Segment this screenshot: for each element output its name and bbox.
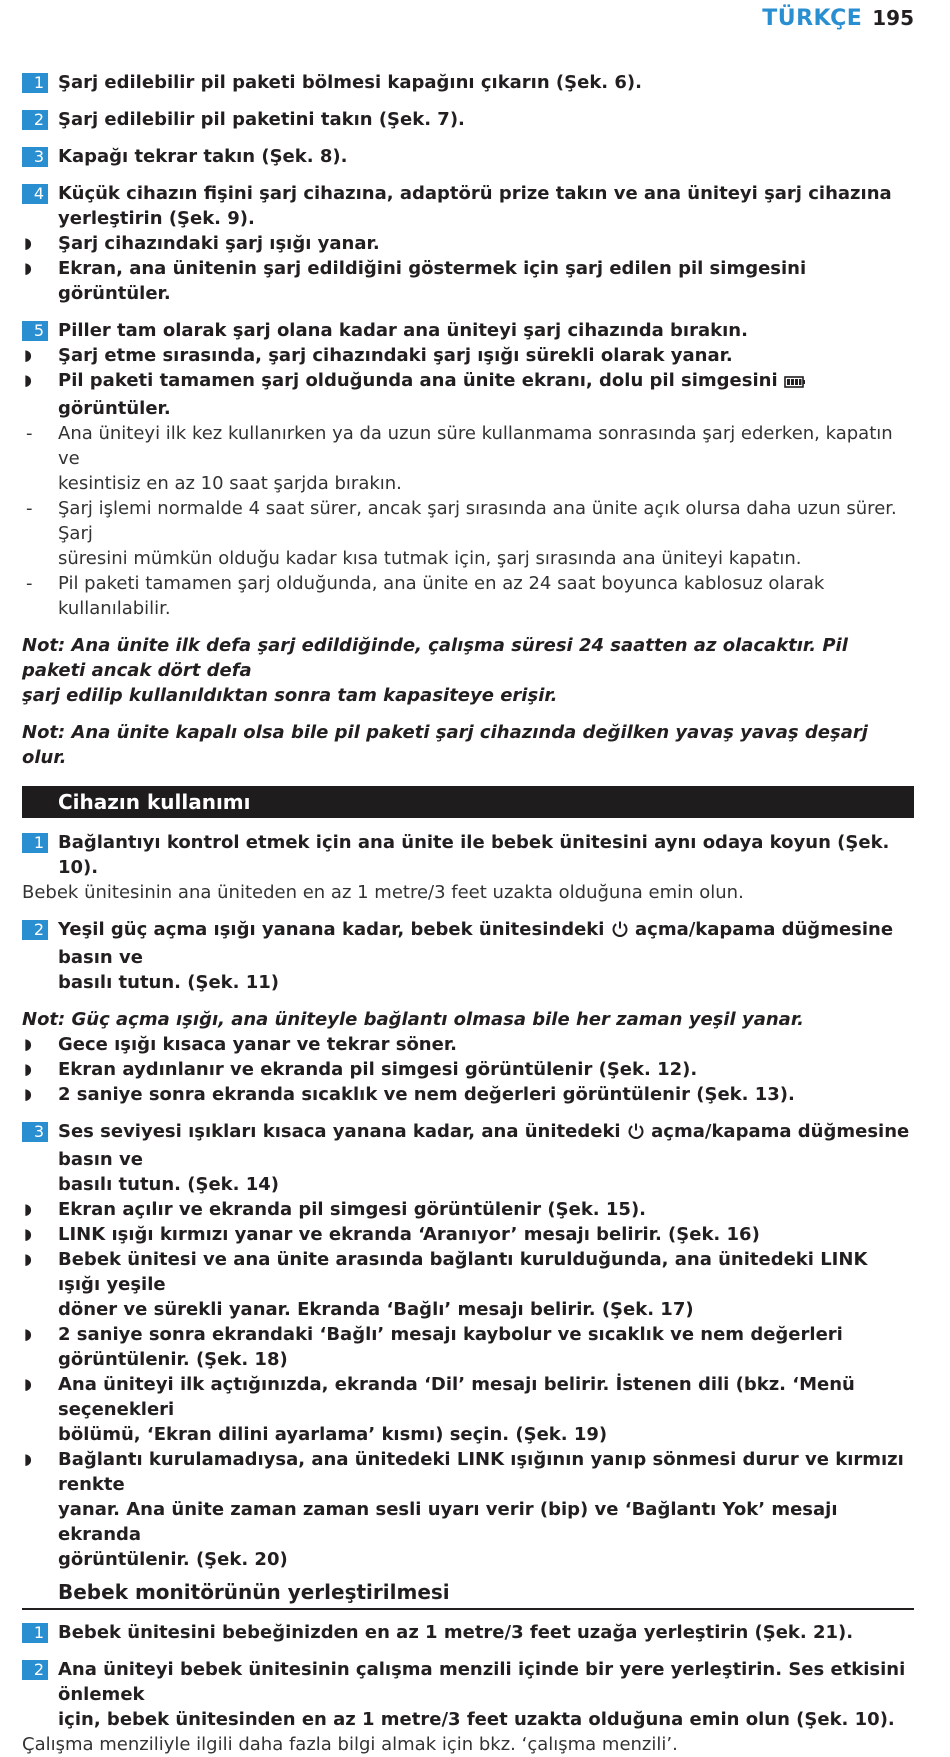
- step-number: 1: [22, 1623, 48, 1643]
- bullet-icon: ◗: [24, 259, 32, 277]
- step-3: 3 Ses seviyesi ışıkları kısaca yanana kadar, ana ünitedeki açma/kapama düğmesine basın ve basılı tutun. (Şek. 14): [22, 1119, 914, 1197]
- bullet-item: ◗ Pil paketi tamamen şarj olduğunda ana ünite ekranı, dolu pil simgesini görüntüler.: [22, 368, 914, 421]
- bullet-item: ◗ Ana üniteyi ilk açtığınızda, ekranda ‘Dil’ mesajı belirir. İstenen dili (bkz. ‘Menü seçenekleri bölümü, ‘Ekran dilini ayarlama’ kısmı) seçin. (Şek. 19): [24, 1374, 855, 1445]
- bullet-item: ◗ Şarj etme sırasında, şarj cihazındaki şarj ışığı sürekli olarak yanar.: [24, 345, 733, 366]
- note: Not: Ana ünite kapalı olsa bile pil paketi şarj cihazında değilken yavaş yavaş deşarj olur.: [22, 722, 868, 768]
- bullet-icon: ◗: [24, 1450, 32, 1468]
- bullet-icon: ◗: [24, 1325, 32, 1343]
- step-4: 4 Küçük cihazın fişini şarj cihazına, adaptörü prize takın ve ana üniteyi şarj cihazına yerleştirin (Şek. 9).: [22, 181, 914, 231]
- page-content: [22, 70, 914, 1757]
- step-number: 1: [22, 73, 48, 93]
- bullet-icon: ◗: [24, 1225, 32, 1243]
- step-2: 2 Yeşil güç açma ışığı yanana kadar, bebek ünitesindeki açma/kapama düğmesine basın ve basılı tutun. (Şek. 11): [22, 917, 914, 995]
- page-number: 195: [872, 6, 914, 30]
- bullet-item: ◗ 2 saniye sonra ekrandaki ‘Bağlı’ mesajı kaybolur ve sıcaklık ve nem değerleri görüntülenir. (Şek. 18): [24, 1324, 843, 1370]
- step-1: 1 Bebek ünitesini bebeğinizden en az 1 metre/3 feet uzağa yerleştirin (Şek. 21).: [22, 1620, 914, 1645]
- paragraph: Bebek ünitesinin ana üniteden en az 1 metre/3 feet uzakta olduğuna emin olun.: [22, 882, 744, 903]
- bullet-icon: ◗: [24, 1035, 32, 1053]
- step-2: 2 Ana üniteyi bebek ünitesinin çalışma menzili içinde bir yere yerleştirin. Ses etkisini önlemek için, bebek ünitesinden en az 1 metre/3 feet uzakta olduğuna emin olun (Şek. 10).: [22, 1657, 914, 1732]
- battery-full-icon: [784, 371, 806, 396]
- note: Not: Ana ünite ilk defa şarj edildiğinde, çalışma süresi 24 saatten az olacaktır. Pil paketi ancak dört defa şarj edilip kullanıldıktan sonra tam kapasiteye erişir.: [22, 635, 848, 706]
- bullet-item: ◗ Ekran aydınlanır ve ekranda pil simgesi görüntülenir (Şek. 12).: [24, 1059, 698, 1080]
- bullet-item: ◗ Şarj cihazındaki şarj ışığı yanar.: [24, 233, 380, 254]
- bullet-item: ◗ Bağlantı kurulamadıysa, ana ünitedeki LINK ışığının yanıp sönmesi durur ve kırmızı renkte yanar. Ana ünite zaman zaman sesli uyarı verir (bip) ve ‘Bağlantı Yok’ mesajı ekranda görüntülenir. (Şek. 20): [24, 1449, 904, 1570]
- bullet-item: ◗ Ekran açılır ve ekranda pil simgesi görüntülenir (Şek. 15).: [24, 1199, 647, 1220]
- step-1: 1 Şarj edilebilir pil paketi bölmesi kapağını çıkarın (Şek. 6).: [22, 70, 914, 95]
- dash-item: - Ana üniteyi ilk kez kullanırken ya da uzun süre kullanmama sonrasında şarj ederken, kapatın ve kesintisiz en az 10 saat şarjda bırakın.: [26, 423, 893, 494]
- bullet-item: ◗ 2 saniye sonra ekranda sıcaklık ve nem değerleri görüntülenir (Şek. 13).: [24, 1084, 795, 1105]
- bullet-icon: ◗: [24, 1200, 32, 1218]
- bullet-icon: ◗: [24, 234, 32, 252]
- dash-item: - Pil paketi tamamen şarj olduğunda, ana ünite en az 24 saat boyunca kablosuz olarak kullanılabilir.: [26, 573, 825, 619]
- header-language: TÜRKÇE: [762, 6, 863, 31]
- bullet-icon: ◗: [24, 371, 32, 389]
- bullet-icon: ◗: [24, 1085, 32, 1103]
- step-number: 2: [22, 920, 48, 940]
- paragraph: Çalışma menziliyle ilgili daha fazla bilgi almak için bkz. ‘çalışma menzili’.: [22, 1734, 678, 1755]
- bullet-icon: ◗: [24, 1060, 32, 1078]
- dash-item: - Şarj işlemi normalde 4 saat sürer, ancak şarj sırasında ana ünite açık olursa daha uzun sürer. Şarj süresini mümkün olduğu kadar kısa tutmak için, şarj sırasında ana üniteyi kapatın.: [26, 498, 897, 569]
- step-number: 1: [22, 833, 48, 853]
- bullet-item: ◗ Gece ışığı kısaca yanar ve tekrar söner.: [24, 1034, 457, 1055]
- power-icon: [611, 920, 629, 945]
- bullet-item: ◗ LINK ışığı kırmızı yanar ve ekranda ‘Aranıyor’ mesajı belirir. (Şek. 16): [24, 1224, 760, 1245]
- section-title: Cihazın kullanımı: [22, 786, 914, 818]
- step-2: 2 Şarj edilebilir pil paketini takın (Şek. 7).: [22, 107, 914, 132]
- step-number: 4: [22, 184, 48, 204]
- step-5: 5 Piller tam olarak şarj olana kadar ana üniteyi şarj cihazında bırakın.: [22, 318, 914, 343]
- step-3: 3 Kapağı tekrar takın (Şek. 8).: [22, 144, 914, 169]
- bullet-item: ◗ Bebek ünitesi ve ana ünite arasında bağlantı kurulduğunda, ana ünitedeki LINK ışığı yeşile döner ve sürekli yanar. Ekranda ‘Bağlı’ mesajı belirir. (Şek. 17): [24, 1249, 868, 1320]
- bullet-icon: ◗: [24, 1250, 32, 1268]
- step-number: 3: [22, 147, 48, 167]
- step-1: 1 Bağlantıyı kontrol etmek için ana ünite ile bebek ünitesini aynı odaya koyun (Şek. 10).: [22, 830, 914, 880]
- page-header: [762, 6, 914, 31]
- step-number: 5: [22, 321, 48, 341]
- step-number: 2: [22, 110, 48, 130]
- bullet-item: ◗ Ekran, ana ünitenin şarj edildiğini göstermek için şarj edilen pil simgesini görüntüler.: [24, 258, 807, 304]
- note: Not: Güç açma ışığı, ana üniteyle bağlantı olmasa bile her zaman yeşil yanar.: [22, 1009, 804, 1030]
- power-icon: [627, 1122, 645, 1147]
- bullet-icon: ◗: [24, 1375, 32, 1393]
- bullet-icon: ◗: [24, 346, 32, 364]
- step-number: 2: [22, 1660, 48, 1680]
- step-number: 3: [22, 1122, 48, 1142]
- subsection-title: Bebek monitörünün yerleştirilmesi: [22, 1578, 914, 1610]
